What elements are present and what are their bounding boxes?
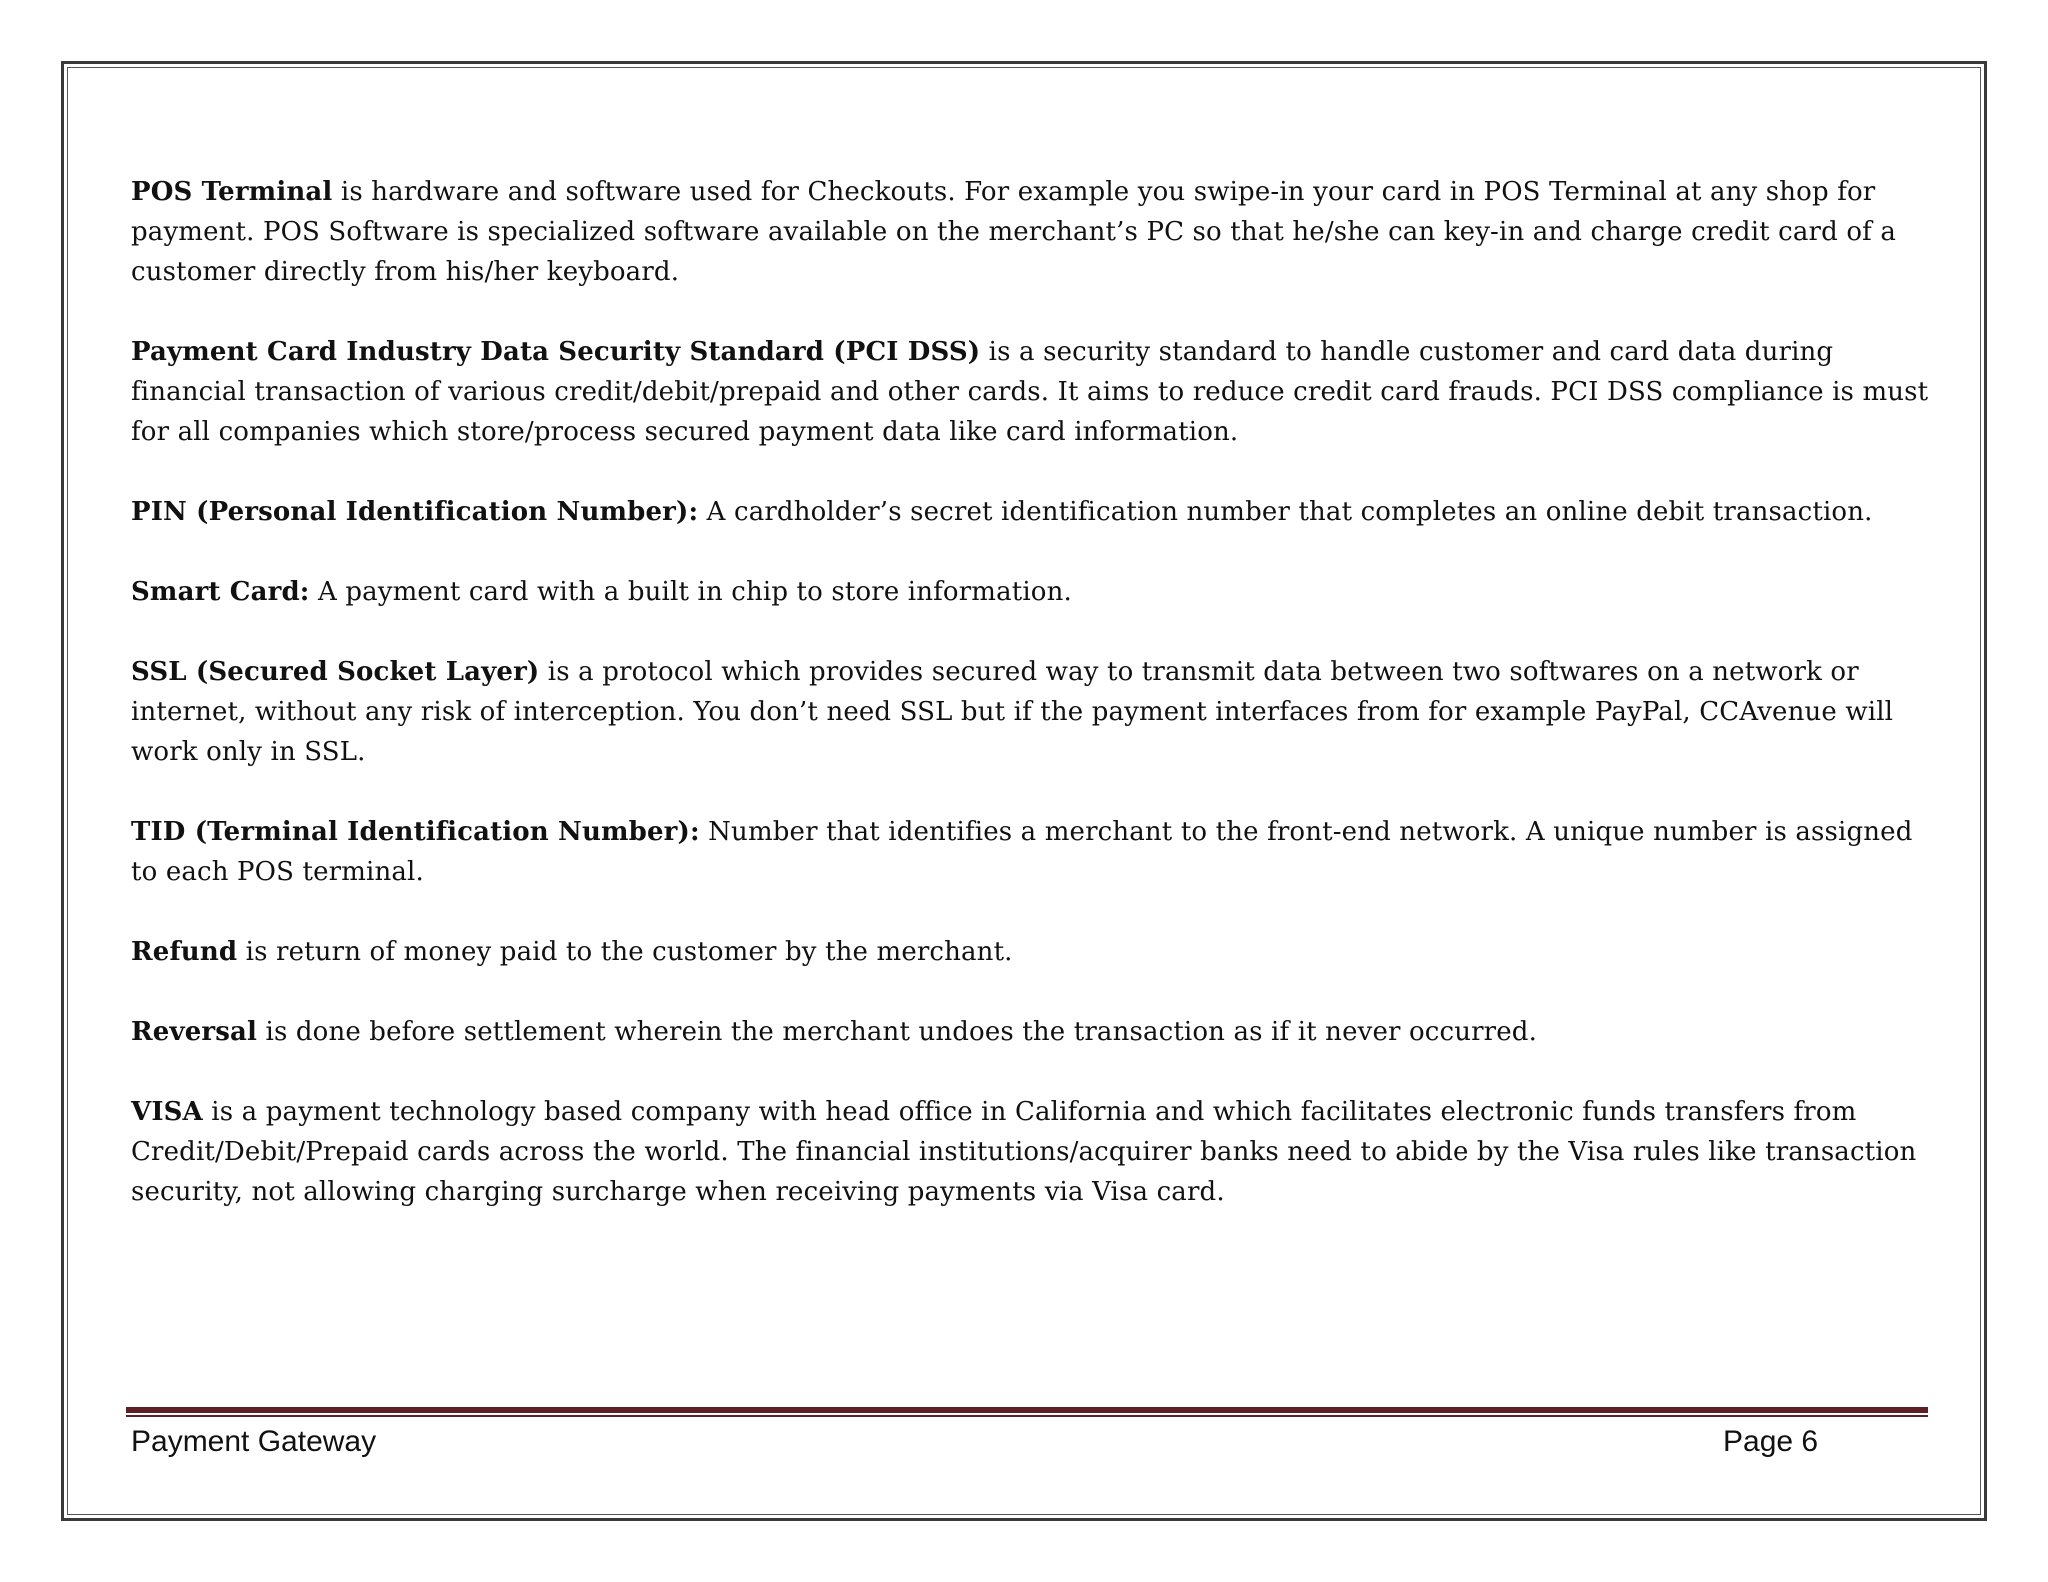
glossary-definition: is a security standard to handle customer and card data during financial transaction of various credit/debit/prepaid and other cards. It aims to reduce credit card frauds. PCI DSS compliance is must for all companies which store/process secured payment data like card information. [131,337,1929,447]
glossary-entry-tid [131,812,1931,892]
glossary-definition: is hardware and software used for Checkouts. For example you swipe-in your card in POS Terminal at any shop for payment. POS Software is specialized software available on the merchant’s PC so that he/she can key-in and charge credit card of a customer directly from his/her keyboard. [131,177,1896,287]
glossary-term: VISA [131,1097,203,1127]
glossary-entry-pci-dss [131,332,1931,452]
glossary-definition: is done before settlement wherein the merchant undoes the transaction as if it never occurred. [257,1017,1538,1047]
glossary-term: POS Terminal [131,177,333,207]
page-number: Page 6 [1723,1425,1819,1458]
footer-title: Payment Gateway [131,1425,377,1458]
glossary-entry-ssl [131,652,1931,772]
glossary-definition: is a payment technology based company with head office in California and which facilitates electronic funds transfers from Credit/Debit/Prepaid cards across the world. The financial institutions/acquirer banks need to abide by the Visa rules like transaction security, not allowing charging surcharge when receiving payments via Visa card. [131,1097,1917,1207]
glossary-term: PIN (Personal Identification Number): [131,497,699,527]
glossary-definition: Number that identifies a merchant to the front-end network. A unique number is assigned to each POS terminal. [131,817,1913,887]
glossary-content [131,172,1931,1252]
glossary-definition: A payment card with a built in chip to store information. [309,577,1072,607]
glossary-entry-pos-terminal [131,172,1931,292]
glossary-definition: is return of money paid to the customer by the merchant. [237,937,1013,967]
glossary-term: Payment Card Industry Data Security Standard (PCI DSS) [131,337,981,367]
glossary-entry-smart-card [131,572,1931,612]
glossary-entry-pin [131,492,1931,532]
glossary-term: TID (Terminal Identification Number): [131,817,700,847]
footer-rule-thin [126,1415,1928,1417]
glossary-term: Smart Card: [131,577,310,607]
footer-rule-thick [126,1407,1928,1413]
glossary-entry-reversal [131,1012,1931,1052]
glossary-definition: is a protocol which provides secured way to transmit data between two softwares on a network or internet, without any risk of interception. You don’t need SSL but if the payment interfaces from for example PayPal, CCAvenue will work only in SSL. [131,657,1894,767]
glossary-definition: A cardholder’s secret identification number that completes an online debit transaction. [698,497,1873,527]
glossary-term: Reversal [131,1017,258,1047]
glossary-entry-visa [131,1092,1931,1212]
glossary-term: Refund [131,937,238,967]
glossary-entry-refund [131,932,1931,972]
glossary-term: SSL (Secured Socket Layer) [131,657,540,687]
